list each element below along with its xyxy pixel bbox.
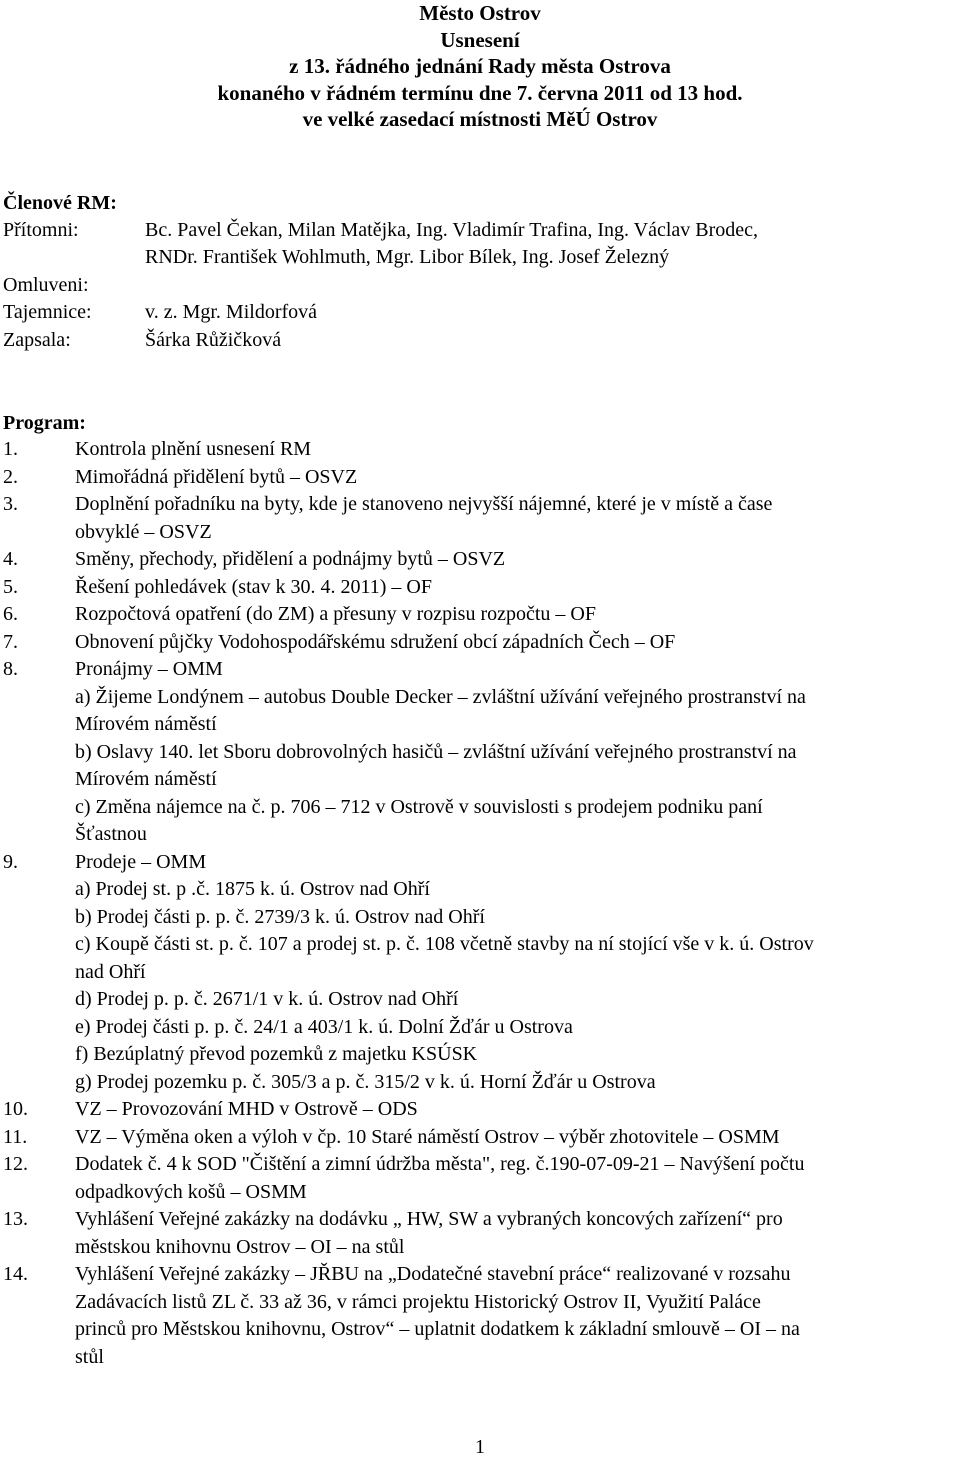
- header-line-city: Město Ostrov: [419, 1, 541, 25]
- secretary-label: Tajemnice:: [3, 301, 92, 323]
- header-line-title: Usnesení: [440, 27, 520, 52]
- program-item-text: g) Prodej pozemku p. č. 305/3 a p. č. 315/2 v k. ú. Horní Žďár u Ostrova: [75, 1070, 656, 1093]
- program-item-text: Vyhlášení Veřejné zakázky – JŘBU na „Dodatečné stavební práce“ realizované v rozsahu: [75, 1263, 791, 1285]
- program-item-number: 8.: [3, 658, 18, 680]
- recorder-value: Šárka Růžičková: [145, 329, 282, 351]
- program-item-number: 9.: [3, 850, 18, 873]
- program-list: [3, 436, 953, 1371]
- program-item: [3, 436, 953, 464]
- program-item-text: stůl: [75, 1345, 104, 1368]
- program-item-text: b) Oslavy 140. let Sboru dobrovolných hasičů – zvláštní užívání veřejného prostranství na: [75, 740, 797, 763]
- program-item: [3, 656, 953, 849]
- program-item-number: 14.: [3, 1263, 28, 1285]
- recorder-label: Zapsala:: [3, 329, 71, 351]
- program-item-text: b) Prodej části p. p. č. 2739/3 k. ú. Ostrov nad Ohří: [75, 905, 485, 928]
- program-item-text: obvyklé – OSVZ: [75, 520, 212, 543]
- header-line-date: konaného v řádném termínu dne 7. června 2011 od 13 hod.: [217, 80, 743, 105]
- program-item-text: Rozpočtová opatření (do ZM) a přesuny v rozpisu rozpočtu – OF: [75, 603, 596, 625]
- excused-label: Omluveni:: [3, 274, 89, 296]
- program-item-number: 11.: [3, 1125, 28, 1148]
- program-item-text: Obnovení půjčky Vodohospodářskému sdružení obcí západních Čech – OF: [75, 630, 676, 653]
- program-item: [3, 546, 953, 574]
- program-item-text: Mimořádná přidělení bytů – OSVZ: [75, 465, 358, 488]
- program-item-text: VZ – Výměna oken a výloh v čp. 10 Staré náměstí Ostrov – výběr zhotovitele – OSMM: [75, 1125, 780, 1148]
- program-item: [3, 1124, 953, 1152]
- program-item-text: Zadávacích listů ZL č. 33 až 36, v rámci projektu Historický Ostrov II, Využití Paláce: [75, 1290, 761, 1313]
- program-item-text: e) Prodej části p. p. č. 24/1 a 403/1 k. ú. Dolní Žďár u Ostrova: [75, 1015, 573, 1038]
- program-item-text: Doplnění pořadníku na byty, kde je stanoveno nejvyšší nájemné, které je v místě a čase: [75, 493, 773, 515]
- members-heading: Členové RM:: [3, 192, 117, 214]
- program-heading: Program:: [3, 412, 86, 434]
- program-item-number: 13.: [3, 1208, 28, 1230]
- program-item-text: a) Žijeme Londýnem – autobus Double Decker – zvláštní užívání veřejného prostranství na: [75, 685, 806, 708]
- program-item: [3, 849, 953, 1097]
- program-item: [3, 491, 953, 546]
- program-item-text: odpadkových košů – OSMM: [75, 1180, 307, 1203]
- program-item-number: 6.: [3, 603, 18, 625]
- program-item-number: 1.: [3, 438, 18, 460]
- program-item-number: 2.: [3, 465, 18, 488]
- program-item-text: princů pro Městskou knihovnu, Ostrov“ – uplatnit dodatkem k základní smlouvě – OI – na: [75, 1318, 800, 1340]
- program-item-text: Řešení pohledávek (stav k 30. 4. 2011) – OF: [75, 575, 432, 598]
- present-label: Přítomni:: [3, 219, 79, 241]
- secretary-value: v. z. Mgr. Mildorfová: [145, 301, 318, 323]
- program-item: [3, 464, 953, 492]
- program-item-text: VZ – Provozování MHD v Ostrově – ODS: [75, 1098, 418, 1120]
- header-line-meeting: z 13. řádného jednání Rady města Ostrova: [289, 54, 671, 78]
- program-item-number: 7.: [3, 630, 18, 653]
- page-number: 1: [475, 1436, 485, 1458]
- present-names-line1: Bc. Pavel Čekan, Milan Matějka, Ing. Vladimír Trafina, Ing. Václav Brodec,: [145, 219, 759, 241]
- program-item-text: nad Ohří: [75, 960, 146, 983]
- program-item-text: d) Prodej p. p. č. 2671/1 v k. ú. Ostrov nad Ohří: [75, 988, 459, 1010]
- program-item: [3, 1096, 953, 1124]
- program-item-text: Směny, přechody, přidělení a podnájmy bytů – OSVZ: [75, 548, 506, 570]
- program-item-text: Prodeje – OMM: [75, 850, 207, 873]
- program-item-text: městskou knihovnu Ostrov – OI – na stůl: [75, 1235, 405, 1258]
- program-item-text: Kontrola plnění usnesení RM: [75, 438, 312, 460]
- present-names-line2: RNDr. František Wohlmuth, Mgr. Libor Bílek, Ing. Josef Železný: [145, 246, 670, 268]
- program-item-text: c) Změna nájemce na č. p. 706 – 712 v Ostrově v souvislosti s prodejem podniku paní: [75, 795, 763, 818]
- program-item-text: Mírovém náměstí: [75, 713, 217, 735]
- program-item-number: 12.: [3, 1153, 28, 1175]
- program-item: [3, 1261, 953, 1371]
- header-line-place: ve velké zasedací místnosti MěÚ Ostrov: [302, 107, 658, 131]
- program-item-text: Dodatek č. 4 k SOD "Čištění a zimní údržba města", reg. č.190-07-09-21 – Navýšení počtu: [75, 1153, 805, 1175]
- program-item-text: Šťastnou: [75, 823, 147, 845]
- program-item-text: f) Bezúplatný převod pozemků z majetku KSÚSK: [75, 1043, 478, 1065]
- program-item-number: 3.: [3, 493, 18, 515]
- program-item-text: Mírovém náměstí: [75, 768, 217, 790]
- program-item-number: 4.: [3, 548, 18, 570]
- program-item-text: Pronájmy – OMM: [75, 658, 223, 680]
- program-item: [3, 1151, 953, 1206]
- program-item-text: c) Koupě části st. p. č. 107 a prodej st. p. č. 108 včetně stavby na ní stojící vše v k. ú. Ostrov: [75, 933, 814, 955]
- program-item-text: Vyhlášení Veřejné zakázky na dodávku „ HW, SW a vybraných koncových zařízení“ pro: [75, 1208, 783, 1230]
- program-item-text: a) Prodej st. p .č. 1875 k. ú. Ostrov nad Ohří: [75, 878, 430, 900]
- program-item: [3, 1206, 953, 1261]
- program-item-number: 5.: [3, 575, 18, 598]
- program-item: [3, 601, 953, 629]
- program-item: [3, 574, 953, 602]
- document-header: [0, 0, 960, 133]
- program-item-number: 10.: [3, 1098, 28, 1120]
- program-item: [3, 629, 953, 657]
